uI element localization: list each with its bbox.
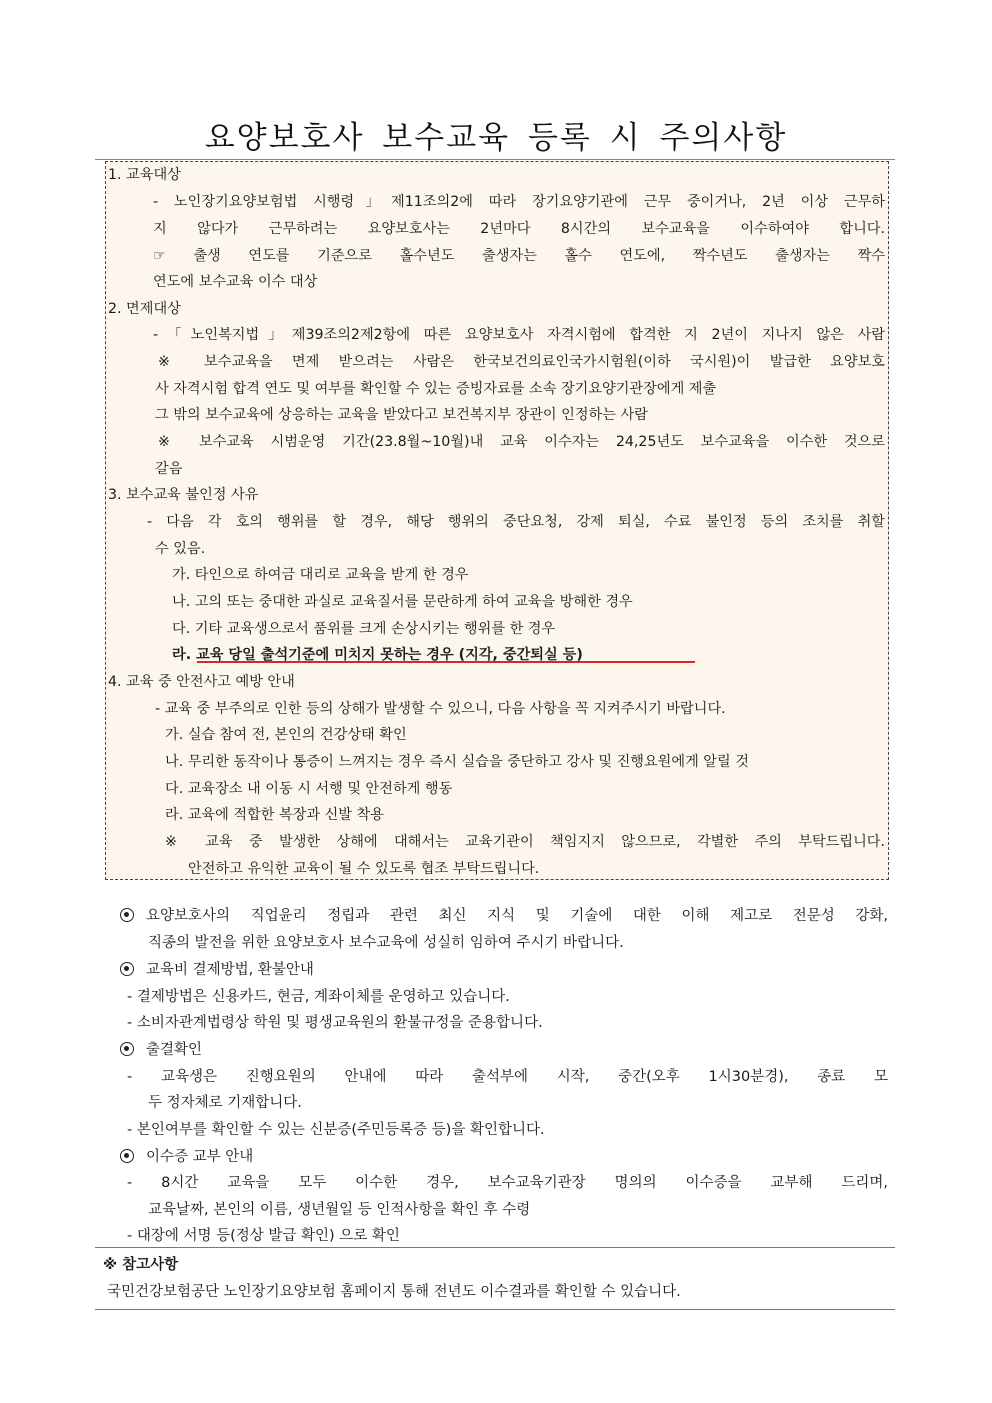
- section-1-line-3: ☞ 출생 연도를 기준으로 홀수년도 출생자는 홀수 연도에, 짝수년도 출생자는 짝수: [153, 248, 885, 264]
- bullet-3-line-1: - 교육생은 진행요원의 안내에 따라 출석부에 시작, 중간(오후 1시30분경), 종료 모: [127, 1069, 888, 1085]
- reference-title: ※ 참고사항: [103, 1257, 179, 1273]
- section-1-line-2: 지 않다가 근무하려는 요양보호사는 2년마다 8시간의 보수교육을 이수하여야 합니다.: [153, 221, 885, 237]
- section-4-item-c: 다. 교육장소 내 이동 시 서행 및 안전하게 행동: [165, 781, 453, 797]
- bullet-2-line-1: - 결제방법은 신용카드, 현금, 계좌이체를 운영하고 있습니다.: [127, 989, 510, 1005]
- bullet-1-line-2: 직종의 발전을 위한 요양보호사 보수교육에 성실히 임하여 주시기 바랍니다.: [148, 935, 624, 951]
- section-3-line-2: 수 있음.: [155, 541, 206, 557]
- reference-text: 국민건강보험공단 노인장기요양보험 홈페이지 통해 전년도 이수결과를 확인할 수 있습니다.: [107, 1284, 681, 1300]
- section-4-note-2: 안전하고 유익한 교육이 될 수 있도록 협조 부탁드립니다.: [188, 861, 540, 877]
- section-2-line-4: 그 밖의 보수교육에 상응하는 교육을 받았다고 보건복지부 장관이 인정하는 사람: [155, 407, 648, 423]
- section-4-note-1: ※ 교육 중 발생한 상해에 대해서는 교육기관이 책임지지 않으므로, 각별한 주의 부탁드립니다.: [165, 834, 885, 850]
- section-2-line-3: 사 자격시험 합격 연도 및 여부를 확인할 수 있는 증빙자료를 소속 장기요양기관장에게 제출: [155, 381, 717, 397]
- section-2-heading: 2. 면제대상: [108, 301, 181, 317]
- bullet-4-heading: 이수증 교부 안내: [120, 1148, 253, 1166]
- bullet-icon: [120, 1149, 134, 1163]
- bullet-3-line-2: 두 정자체로 기재합니다.: [148, 1095, 302, 1111]
- section-2-line-5: ※ 보수교육 시범운영 기간(23.8월~10월)내 교육 이수자는 24,25년도 보수교육을 이수한 것으로: [158, 434, 885, 450]
- bullet-4-line-1: - 8시간 교육을 모두 이수한 경우, 보수교육기관장 명의의 이수증을 교부해 드리며,: [127, 1175, 888, 1191]
- section-4-heading: 4. 교육 중 안전사고 예방 안내: [108, 674, 295, 690]
- bullet-3-line-3: - 본인여부를 확인할 수 있는 신분증(주민등록증 등)을 확인합니다.: [127, 1122, 545, 1138]
- section-4-line-1: - 교육 중 부주의로 인한 등의 상해가 발생할 수 있으니, 다음 사항을 꼭 지켜주시기 바랍니다.: [155, 701, 726, 717]
- section-3-line-1: - 다음 각 호의 행위를 할 경우, 해당 행위의 중단요청, 강제 퇴실, 수료 불인정 등의 조치를 취할: [147, 514, 885, 530]
- section-2-line-1: -「노인복지법」제39조의2제2항에 따른 요양보호사 자격시험에 합격한 지 2년이 지나지 않은 사람: [153, 327, 885, 343]
- bullet-2-line-2: - 소비자관계법령상 학원 및 평생교육원의 환불규정을 준용합니다.: [127, 1015, 543, 1031]
- reference-bottom-rule: [95, 1309, 895, 1310]
- section-3-item-a: 가. 타인으로 하여금 대리로 교육을 받게 한 경우: [172, 567, 469, 583]
- title-divider: [95, 159, 895, 160]
- section-4-item-a: 가. 실습 참여 전, 본인의 건강상태 확인: [165, 727, 407, 743]
- bullet-4-line-3: - 대장에 서명 등(정상 발급 확인) 으로 확인: [127, 1228, 400, 1244]
- section-1-heading: 1. 교육대상: [108, 167, 181, 183]
- bullet-icon: [120, 1042, 134, 1056]
- bullet-icon: [120, 962, 134, 976]
- section-3-heading: 3. 보수교육 불인정 사유: [108, 487, 259, 503]
- bullet-4-line-2: 교육날짜, 본인의 이름, 생년월일 등 인적사항을 확인 후 수령: [148, 1202, 531, 1218]
- section-4-item-d: 라. 교육에 적합한 복장과 신발 착용: [165, 807, 384, 823]
- section-2-line-6: 갈음: [155, 461, 183, 477]
- section-3-item-d-highlight: 라. 교육 당일 출석기준에 미치지 못하는 경우 (지각, 중간퇴실 등): [172, 647, 583, 663]
- section-1-line-1: - 노인장기요양보험법 시행령」제11조의2에 따라 장기요양기관에 근무 중이거나, 2년 이상 근무하: [153, 194, 885, 210]
- red-underline: [197, 661, 695, 663]
- section-4-item-b: 나. 무리한 동작이나 통증이 느껴지는 경우 즉시 실습을 중단하고 강사 및 진행요원에게 알릴 것: [165, 754, 749, 770]
- section-1-line-4: 연도에 보수교육 이수 대상: [153, 274, 318, 290]
- bullet-2-heading: 교육비 결제방법, 환불안내: [120, 961, 314, 979]
- bullet-icon: [120, 908, 134, 922]
- page-title: 요양보호사 보수교육 등록 시 주의사항: [204, 120, 788, 156]
- section-3-item-b: 나. 고의 또는 중대한 과실로 교육질서를 문란하게 하여 교육을 방해한 경우: [172, 594, 633, 610]
- section-2-line-2: ※ 보수교육을 면제 받으려는 사람은 한국보건의료인국가시험원(이하 국시원)이 발급한 요양보호: [158, 354, 885, 370]
- reference-top-rule: [95, 1247, 895, 1248]
- bullet-3-heading: 출결확인: [120, 1041, 202, 1059]
- section-3-item-c: 다. 기타 교육생으로서 품위를 크게 손상시키는 행위를 한 경우: [172, 621, 556, 637]
- bullet-1-line-1: 요양보호사의 직업윤리 정립과 관련 최신 지식 및 기술에 대한 이해 제고로 전문성 강화,: [120, 907, 888, 925]
